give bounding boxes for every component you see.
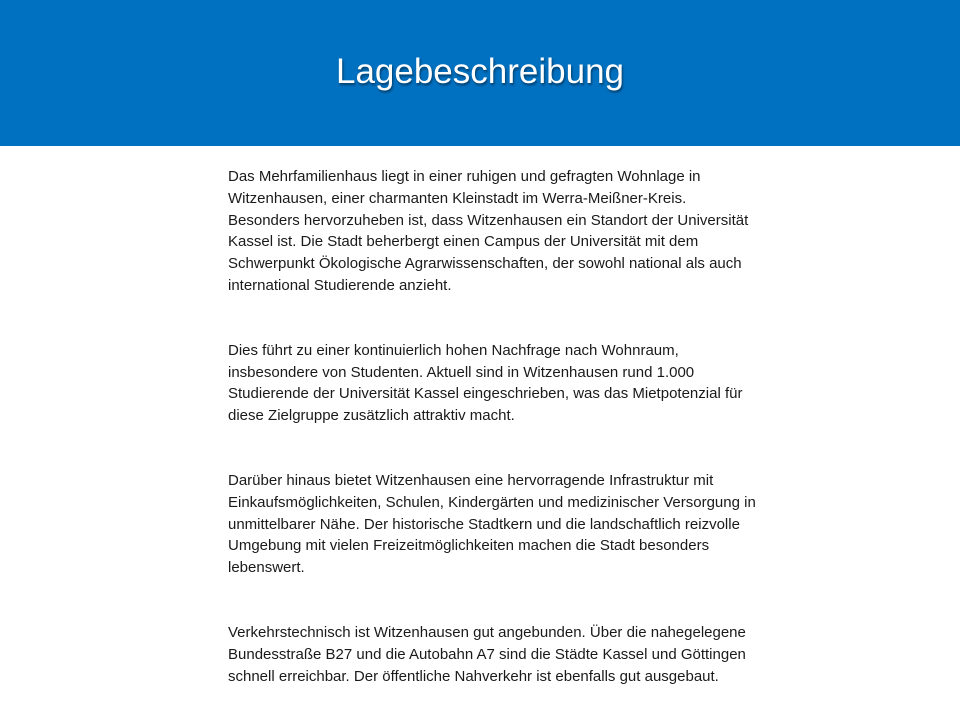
title-banner (0, 0, 960, 146)
paragraph-location: Das Mehrfamilienhaus liegt in einer ruhigen und gefragten Wohnlage in Witzenhausen, einer charmanten Kleinstadt im Werra-Meißner-Kreis. Besonders hervorzuheben ist, dass Witzenhausen ein Standort der Universität Kassel ist. Die Stadt beherbergt einen Campus der Universität mit dem Schwerpunkt Ökologische Agrarwissenschaften, der sowohl national als auch international Studierende anzieht. (228, 168, 749, 294)
paragraph-demand: Dies führt zu einer kontinuierlich hohen Nachfrage nach Wohnraum, insbesondere von Studenten. Aktuell sind in Witzenhausen rund 1.000 Studierende der Universität Kassel eingeschrieben, was das Mietpotenzial für diese Zielgruppe zusätzlich attraktiv macht. (228, 341, 743, 425)
paragraph-transport: Verkehrstechnisch ist Witzenhausen gut angebunden. Über die nahegelegene Bundesstraße B27 und die Autobahn A7 sind die Städte Kassel und Göttingen schnell erreichbar. Der öffentliche Nahverkehr ist ebenfalls gut ausgebaut. (228, 623, 746, 685)
page-title: Lagebeschreibung (335, 52, 624, 91)
paragraph-infrastructure: Darüber hinaus bietet Witzenhausen eine hervorragende Infrastruktur mit Einkaufsmöglichkeiten, Schulen, Kindergärten und medizinischer Versorgung in unmittelbarer Nähe. Der historische Stadtkern und die landschaftlich reizvolle Umgebung mit vielen Freizeitmöglichkeiten machen die Stadt besonders lebenswert. (228, 471, 756, 577)
description-body (228, 166, 760, 687)
